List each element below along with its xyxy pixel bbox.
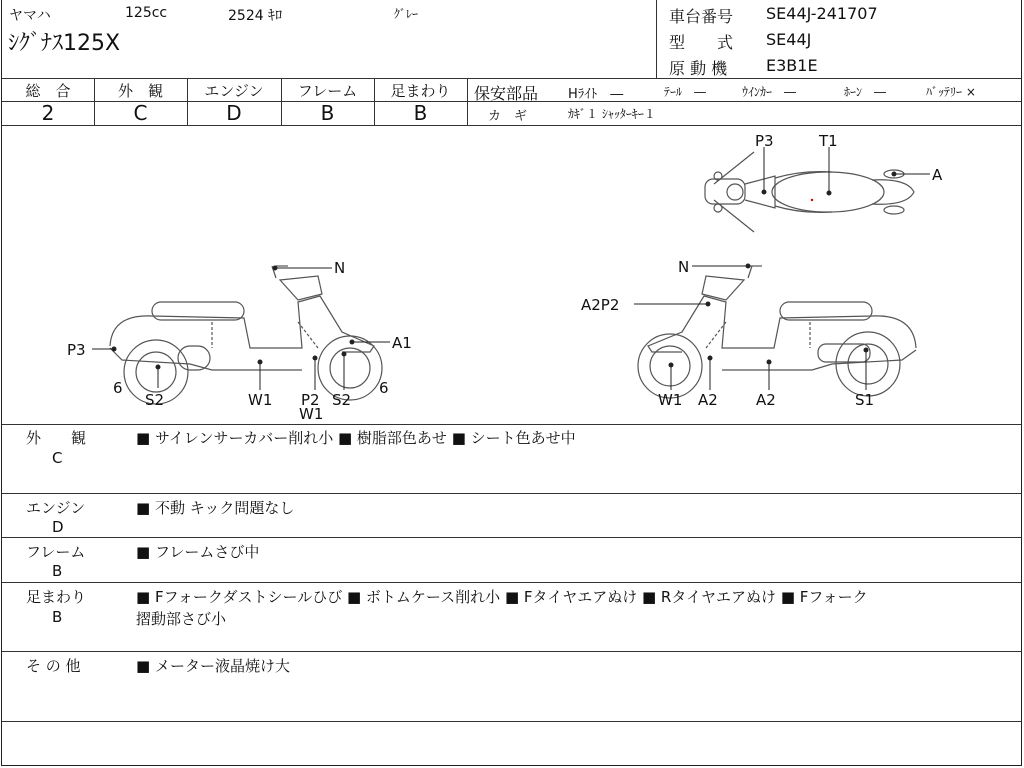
exterior-label: 外 観 (117, 82, 163, 100)
engine-label: 原 動 機 (669, 59, 728, 78)
label-right-n: N (678, 258, 690, 276)
remark-grade: D (52, 518, 64, 536)
label-left-s2a: S2 (145, 391, 165, 409)
remark-grade: C (52, 449, 63, 467)
remark-text: ■ Fフォークダストシールひび ■ ボトムケース削れ小 ■ Fタイヤエアぬけ ■ Rタイヤエアぬけ ■ Fフォーク (136, 588, 868, 606)
damage-diagram (2, 126, 1021, 424)
model-name: ｼｸﾞﾅｽ125X (8, 31, 121, 56)
label-left-n: N (334, 259, 346, 277)
label-left-w1: W1 (248, 391, 273, 409)
label-top-p3: P3 (755, 132, 774, 150)
key-label: カ ギ (488, 109, 528, 124)
remark-text: ■ メーター液晶焼け大 (136, 657, 290, 675)
label-left-s2b: S2 (332, 391, 352, 409)
remark-category: そ の 他 (26, 657, 81, 675)
safety-horn: ﾎｰﾝ ― (844, 85, 887, 99)
header-divider (656, 0, 657, 78)
label-right-w1: W1 (658, 391, 683, 409)
engine-grade-label: エンジン (204, 82, 264, 100)
remark-text: ■ フレームさび中 (136, 543, 260, 561)
overall-label: 総 合 (25, 82, 71, 100)
remark-category: エンジン (26, 499, 86, 517)
key-value: ｶｷﾞ１ ｼｬｯﾀｰｷｰ１ (568, 107, 656, 121)
mileage: 2524 ｷﾛ (228, 8, 283, 24)
remark-category: 外 観 (26, 429, 87, 447)
frame-grade: B (320, 101, 335, 125)
remark-text: ■ 不動 キック問題なし (136, 499, 295, 517)
label-left-w1b: W1 (299, 405, 324, 423)
maker: ヤマハ (9, 8, 51, 24)
suspension-grade: B (413, 101, 428, 125)
label-left-a1: A1 (392, 334, 412, 352)
frame-number-label: 車台番号 (669, 7, 734, 26)
remark-text-continued: 摺動部さび小 (136, 610, 227, 628)
frame-grade-label: フレーム (297, 82, 358, 100)
scooter-right-view (638, 266, 916, 398)
type-label: 型 式 (669, 33, 734, 52)
inspection-sheet (1, 0, 1022, 766)
remark-category: 足まわり (26, 588, 87, 606)
remark-grade: B (52, 562, 63, 580)
type-number: SE44J (766, 30, 812, 49)
label-top-a: A (932, 166, 943, 184)
exterior-grade: C (133, 101, 148, 125)
overall-grade: 2 (41, 101, 55, 125)
frame-number: SE44J-241707 (766, 4, 878, 23)
label-left-6b: 6 (379, 379, 389, 397)
safety-headlight: Hﾗｲﾄ ― (568, 87, 624, 102)
engine-grade: D (226, 101, 242, 125)
engine-number: E3B1E (766, 56, 818, 75)
label-right-a2a: A2 (698, 391, 718, 409)
remark-category: フレーム (26, 543, 86, 561)
safety-parts-label: 保安部品 (474, 84, 539, 103)
remark-grade: B (52, 608, 63, 626)
label-top-t1: T1 (819, 132, 838, 150)
label-right-a2p2: A2P2 (581, 296, 620, 314)
label-left-p2: P2 (301, 391, 320, 409)
safety-tail: ﾃｰﾙ ― (664, 85, 707, 99)
safety-battery: ﾊﾞｯﾃﾘｰ × (926, 85, 976, 99)
label-left-p3: P3 (67, 341, 86, 359)
displacement: 125cc (125, 5, 168, 21)
label-left-6a: 6 (113, 379, 123, 397)
scooter-top-view (705, 152, 914, 232)
scooter-left-view (110, 266, 382, 404)
color: ｸﾞﾚｰ (394, 7, 419, 21)
suspension-grade-label: 足まわり (390, 82, 451, 100)
remark-text: ■ サイレンサーカバー削れ小 ■ 樹脂部色あせ ■ シート色あせ中 (136, 429, 576, 447)
label-right-s1: S1 (855, 391, 875, 409)
safety-winker: ｳｲﾝｶｰ ― (742, 85, 797, 99)
label-right-a2b: A2 (756, 391, 776, 409)
rule (2, 78, 1021, 79)
